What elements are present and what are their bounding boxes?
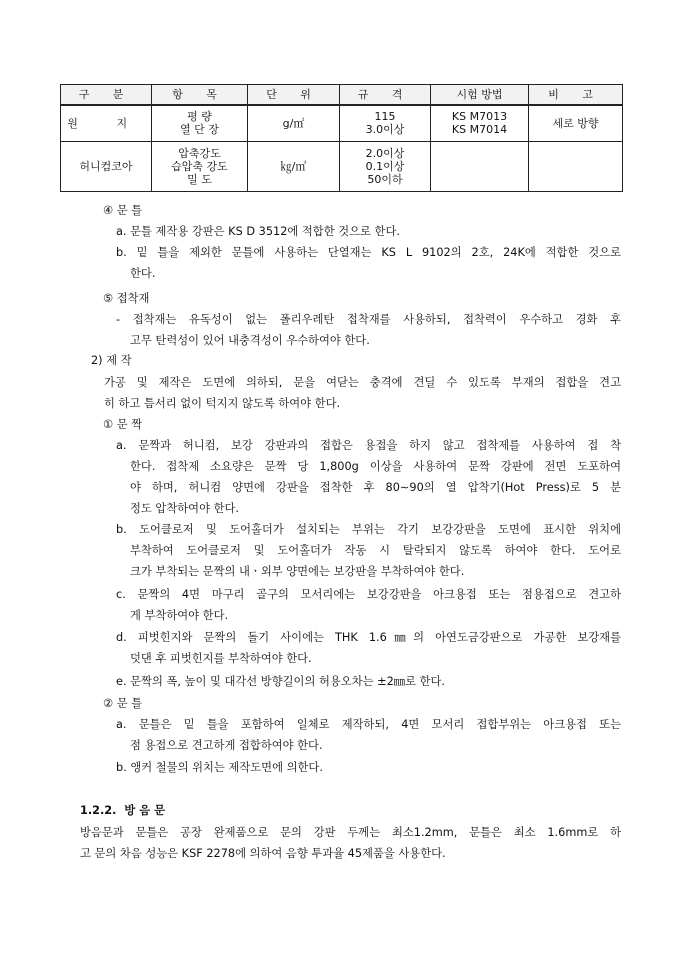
door-leaf-c-line1: c. 문짝의 4면 마구리 골구의 모서리에는 보강강판을 아크용접 또는 점용접으로 견고하 [116, 588, 621, 601]
table-row [61, 142, 623, 192]
section-door-frame-title: ④ 문 틀 [103, 204, 143, 217]
frame-fab-a-line1: a. 문틀은 밑 틀을 포함하여 일체로 제작하되, 4면 모서리 접합부위는 아크용접 또는 [116, 718, 621, 731]
door-leaf-c-line2: 게 부착하여야 한다. [130, 609, 229, 622]
door-leaf-b-line2: 부착하여 도어클로저 및 도어홀더가 작동 시 탈락되지 않도록 하여야 한다. 도어로 [130, 544, 621, 557]
cell-spec-line: 0.1이상 [365, 160, 405, 173]
cell-method-line: KS M7013 [451, 110, 508, 124]
door-leaf-a-line4: 정도 압착하여야 한다. [130, 502, 239, 515]
door-leaf-a-line1: a. 문짝과 허니컴, 보강 강판과의 접합은 용접을 하지 않고 접착제를 사용하여 접 착 [116, 439, 621, 452]
header-spec: 규 격 [340, 85, 431, 105]
cell-spec-line: 50이하 [367, 173, 403, 186]
soundproof-line2: 고 문의 차음 성능은 KSF 2278에 의하여 음향 투과율 45제품을 사용한다. [80, 847, 446, 860]
cell-items [152, 105, 248, 142]
frame-fab-b: b. 앵커 철물의 위치는 제작도면에 의한다. [116, 761, 323, 774]
cell-items [152, 142, 248, 192]
cell-spec-line: 115 [374, 110, 396, 124]
spec-table [60, 84, 623, 192]
frame-fab-a-line2: 점 용접으로 견고하게 접합하여야 한다. [130, 739, 323, 752]
cell-remark: 세로 방향 [529, 105, 623, 142]
cell-item-line: 습압축 강도 [171, 160, 228, 173]
door-frame-item-b-line2: 한다. [130, 267, 156, 280]
cell-method [431, 142, 529, 192]
door-leaf-b-line1: b. 도어클로저 및 도어홀더가 설치되는 부위는 각기 보강강판을 도면에 표시한 위치에 [116, 523, 621, 536]
section-fabrication-title: 2) 제 작 [91, 354, 132, 367]
table-row [61, 105, 623, 142]
soundproof-line1: 방음문과 문틀은 공장 완제품으로 문의 강판 두께는 최소1.2mm, 문틀은 최소 1.6mm로 하 [80, 826, 621, 839]
cell-spec [340, 142, 431, 192]
header-test-method: 시험 방법 [431, 85, 529, 105]
door-leaf-b-line3: 크가 부착되는 문짝의 내ㆍ외부 양면에는 보강판을 부착하여야 한다. [130, 565, 465, 578]
door-frame-item-b-line1: b. 밑 틀을 제외한 문틀에 사용하는 단열재는 KS L 9102의 2호, 24K에 적합한 것으로 [116, 246, 621, 259]
cell-unit: ㎏/㎥ [248, 142, 340, 192]
door-leaf-d-line2: 덧댄 후 피벗힌지를 부착하여야 한다. [130, 652, 312, 665]
door-leaf-a-line2: 한다. 접착제 소요량은 문짝 당 1,800g 이상을 사용하여 문짝 강판에 전면 도포하여 [130, 460, 621, 473]
section-adhesive-title: ⑤ 접착재 [103, 292, 150, 305]
door-frame-item-a: a. 문틀 제작용 강판은 KS D 3512에 적합한 것으로 한다. [116, 225, 400, 238]
door-leaf-d-line1: d. 피벗힌지와 문짝의 돌기 사이에는 THK 1.6㎜의 아연도금강판으로 가공한 보강재를 [116, 631, 621, 644]
cell-method-line: KS M7014 [451, 123, 508, 137]
fabrication-intro-line2: 히 하고 틈서리 없이 턱지지 않도록 하여야 한다. [104, 397, 341, 410]
adhesive-line1: - 접착재는 유독성이 없는 폴리우레탄 접착재를 사용하되, 접착력이 우수하고 경화 후 [116, 313, 621, 326]
section-number: 1.2.2. [80, 804, 117, 817]
header-category: 구 분 [61, 85, 152, 105]
section-soundproof-heading [80, 800, 165, 821]
cell-spec-line: 3.0이상 [365, 123, 405, 137]
cell-unit: g/㎡ [248, 105, 340, 142]
section-title: 방 음 문 [124, 804, 166, 817]
cell-category: 허니컴코아 [61, 142, 152, 192]
door-leaf-a-line3: 야 하며, 허니컴 양면에 강판을 접착한 후 80∼90의 열 압착기(Hot Press)로 5 분 [130, 481, 621, 494]
door-leaf-e: e. 문짝의 폭, 높이 및 대각선 방향길이의 허용오차는 ±2㎜로 한다. [116, 675, 445, 688]
cell-item-line: 압축강도 [178, 147, 221, 160]
cell-spec [340, 105, 431, 142]
cell-category: 원 지 [61, 105, 152, 142]
cell-method [431, 105, 529, 142]
cell-spec-line: 2.0이상 [365, 147, 405, 160]
section-frame-fab-title: ② 문 틀 [103, 697, 143, 710]
table-header-row [61, 85, 623, 105]
cell-item-line: 밀 도 [187, 173, 212, 186]
fabrication-intro-line1: 가공 및 제작은 도면에 의하되, 문을 여닫는 충격에 견딜 수 있도록 부재의 접합을 견고 [104, 376, 621, 389]
section-door-leaf-title: ① 문 짝 [103, 418, 143, 431]
cell-item-line: 평 량 [187, 110, 212, 124]
cell-item-line: 열 단 장 [180, 123, 219, 137]
cell-remark [529, 142, 623, 192]
adhesive-line2: 고무 탄력성이 있어 내충격성이 우수하여야 한다. [130, 334, 370, 347]
header-remark: 비 고 [529, 85, 623, 105]
header-item: 항 목 [152, 85, 248, 105]
header-unit: 단 위 [248, 85, 340, 105]
